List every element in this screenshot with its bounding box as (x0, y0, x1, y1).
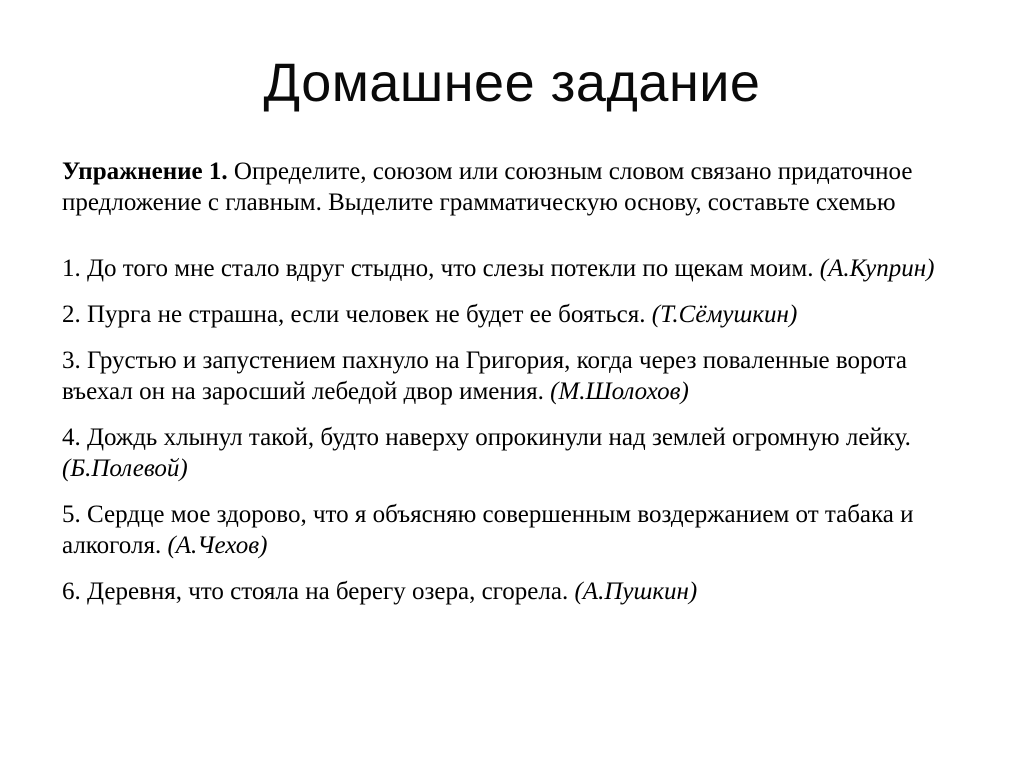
sentence-item-2 (62, 299, 962, 330)
sentence-text: 5. Сердце мое здорово, что я объясняю совершенным воздержанием от табака и алкоголя. (62, 501, 914, 560)
sentence-item-5 (62, 499, 962, 561)
sentence-text: 6. Деревня, что стояла на берегу озера, сгорела. (62, 578, 575, 606)
slide-title: Домашнее задание (263, 53, 761, 113)
sentence-author: (А.Чехов) (167, 532, 268, 560)
exercise-instructions: Определите, союзом или союзным словом связано придаточное предложение с главным. Выделите грамматическую основу, составьте схемью (62, 158, 913, 217)
sentence-text: 4. Дождь хлынул такой, будто наверху опрокинули над землей огромную лейку. (62, 424, 911, 452)
exercise-intro (62, 156, 962, 218)
sentence-author: (Б.Полевой) (62, 455, 188, 483)
sentence-item-4 (62, 422, 962, 484)
sentence-author: (Т.Сёмушкин) (651, 301, 798, 329)
sentence-author: (А.Пушкин) (574, 578, 698, 606)
sentence-text: 3. Грустью и запустением пахнуло на Григория, когда через поваленные ворота въехал он на заросший лебедой двор имения. (62, 347, 907, 406)
sentence-item-3 (62, 345, 962, 407)
sentence-item-1 (62, 253, 962, 284)
sentence-text: 2. Пурга не страшна, если человек не будет ее бояться. (62, 301, 652, 329)
sentence-text: 1. До того мне стало вдруг стыдно, что слезы потекли по щекам моим. (62, 255, 820, 283)
sentence-item-6 (62, 576, 962, 607)
sentence-author: (М.Шолохов) (550, 378, 689, 406)
sentence-author: (А.Куприн) (819, 255, 935, 283)
exercise-number-label: Упражнение 1. (62, 158, 228, 186)
